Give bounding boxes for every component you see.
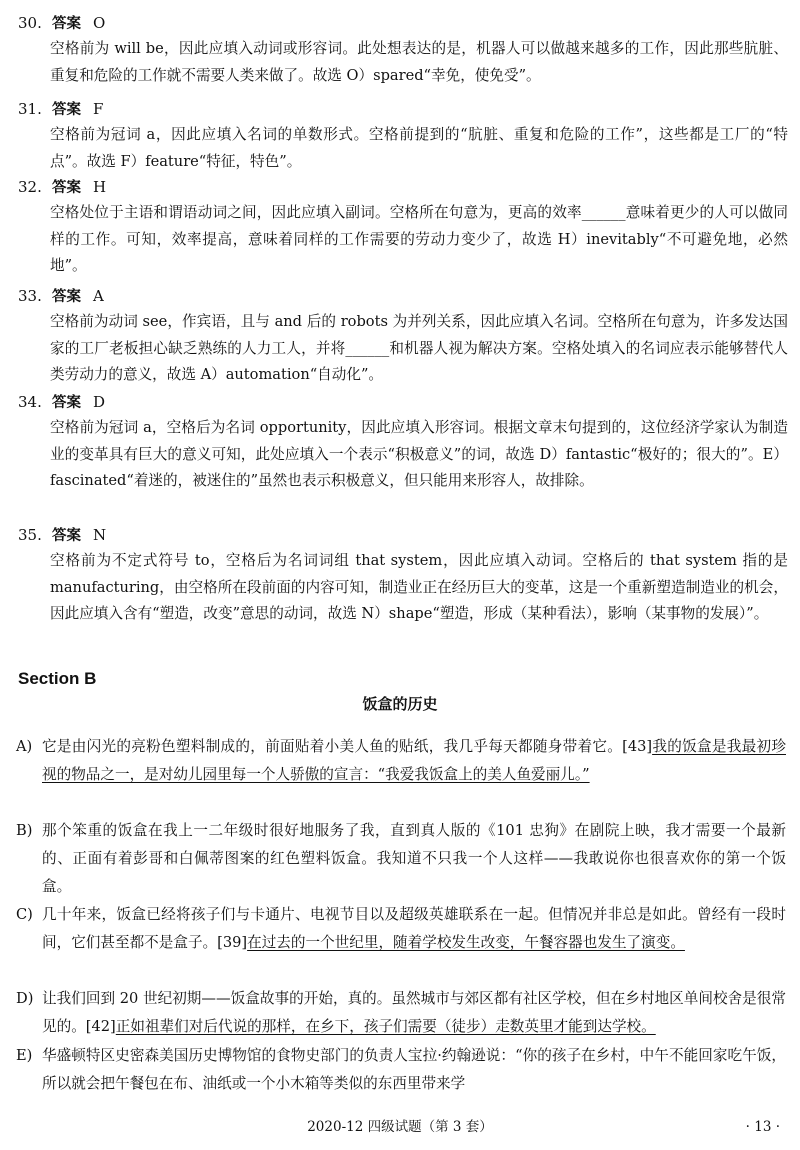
answer-explanation: 空格前为动词 see，作宾语，且与 and 后的 robots 为并列关系，因此应填入名词。空格所在句意为，许多发达国家的工厂老板担心缺乏熟练的人力工人，并将______和机器人视为解决方案。空格处填入的名词应表示能够替代人类劳动力的意义，故选 A）automation“自动化”。	[50, 313, 788, 383]
paragraph-pre-text: 华盛顿特区史密森美国历史博物馆的食物史部门的负责人宝拉·约翰逊说：“你的孩子在乡村，中午不能回家吃午饭，所以就会把午餐包在布、油纸或一个小木箱等类似的东西里带来学	[42, 1047, 786, 1092]
paragraph-label: C)	[16, 906, 33, 923]
underlined-sentence: 在过去的一个世纪里，随着学校发生改变，午餐容器也发生了演变。	[247, 934, 685, 951]
passage-paragraph-e	[16, 1042, 786, 1098]
paragraph-text	[42, 901, 786, 957]
answer-header	[18, 283, 788, 309]
paragraph-text	[42, 1042, 786, 1098]
paragraph-text	[42, 817, 786, 901]
underlined-sentence: 我的饭盒是我最初珍视的物品之一，是对幼儿园里每一个人骄傲的宣言：“我爱我饭盒上的美人鱼爱丽儿。”	[42, 738, 786, 783]
answer-item-34	[18, 389, 788, 495]
question-marker: [39]	[217, 934, 248, 951]
answer-number: 33.	[18, 287, 42, 305]
answer-explanation: 空格前为冠词 a，空格后为名词 opportunity，因此应填入形容词。根据文章末句提到的，这位经济学家认为制造业的变革具有巨大的意义可知，此处应填入一个表示“积极意义”的词，故选 D）fantastic“极好的；很大的”。E）fascinated“着迷的，被迷住的”虽然也表示积极意义，但只能用来形容人，故排除。	[50, 419, 788, 489]
paragraph-label: B)	[16, 822, 33, 839]
passage-paragraph-d	[16, 985, 786, 1041]
answer-key: A	[93, 287, 104, 305]
answer-key: N	[93, 526, 107, 544]
answer-key: F	[93, 100, 104, 118]
paragraph-pre-text: 那个笨重的饭盒在我上一二年级时很好地服务了我，直到真人版的《101 忠狗》在剧院上映，我才需要一个最新的、正面有着彭哥和白佩蒂图案的红色塑料饭盒。我知道不只我一个人这样——我敢说你也很喜欢你的第一个饭盒。	[42, 822, 786, 895]
answer-label: 答案	[52, 528, 81, 544]
answer-label: 答案	[52, 395, 81, 411]
answer-explanation: 空格前为不定式符号 to，空格后为名词词组 that system，因此应填入动词。空格后的 that system 指的是 manufacturing，由空格所在段前面的内容可知，制造业正在经历巨大的变革，这是一个重新塑造制造业的机会，因此应填入含有“塑造，改变”意思的动词，故选 N）shape“塑造，形成（某种看法），影响（某事物的发展）”。	[50, 552, 788, 622]
answer-header	[18, 174, 788, 200]
underlined-sentence: 正如祖辈们对后代说的那样，在乡下，孩子们需要（徒步）走数英里才能到达学校。	[115, 1018, 656, 1035]
paragraph-label: D)	[16, 990, 34, 1007]
answer-number: 34.	[18, 393, 42, 411]
answer-item-30	[18, 10, 788, 89]
passage-paragraph-b	[16, 817, 786, 901]
answer-label: 答案	[52, 180, 81, 196]
answer-key: H	[93, 178, 107, 196]
answer-explanation: 空格前为 will be，因此应填入动词或形容词。此处想表达的是，机器人可以做越来越多的工作，因此那些肮脏、重复和危险的工作就不需要人类来做了。故选 O）spared“幸免，使免受”。	[50, 40, 788, 84]
answer-number: 31.	[18, 100, 42, 118]
passage-paragraph-a	[16, 733, 786, 789]
answer-item-32	[18, 174, 788, 280]
answer-item-33	[18, 283, 788, 389]
paragraph-pre-text: 它是由闪光的亮粉色塑料制成的，前面贴着小美人鱼的贴纸，我几乎每天都随身带着它。	[42, 738, 623, 755]
answer-key: D	[93, 393, 106, 411]
section-heading: Section B	[18, 669, 97, 688]
answer-key: O	[93, 14, 106, 32]
answer-explanation: 空格前为冠词 a，因此应填入名词的单数形式。空格前提到的“肮脏、重复和危险的工作”，这些都是工厂的“特点”。故选 F）feature“特征，特色”。	[50, 126, 788, 170]
answer-item-31	[18, 96, 788, 175]
page-number: · 13 ·	[745, 1119, 780, 1135]
answer-label: 答案	[52, 16, 81, 32]
question-marker: [43]	[622, 738, 653, 755]
answer-number: 32.	[18, 178, 42, 196]
answer-number: 30.	[18, 14, 42, 32]
passage-paragraph-c	[16, 901, 786, 957]
paragraph-text	[42, 733, 786, 789]
answer-item-35	[18, 522, 788, 628]
passage-title: 饭盒的历史	[362, 695, 438, 713]
paragraph-pre-text: 让我们回到 20 世纪初期——饭盒故事的开始，真的。虽然城市与郊区都有社区学校，但在乡村地区单间校舍是很常见的。	[42, 990, 786, 1035]
answer-header	[18, 389, 788, 415]
answer-label: 答案	[52, 102, 81, 118]
paragraph-label: E)	[16, 1047, 33, 1064]
page-footer: 2020-12 四级试题（第 3 套）	[307, 1119, 493, 1135]
paragraph-label: A)	[16, 738, 33, 755]
question-marker: [42]	[85, 1018, 116, 1035]
answer-label: 答案	[52, 289, 81, 305]
answer-number: 35.	[18, 526, 42, 544]
paragraph-pre-text: 几十年来，饭盒已经将孩子们与卡通片、电视节目以及超级英雄联系在一起。但情况并非总是如此。曾经有一段时间，它们甚至都不是盒子。	[42, 906, 786, 951]
paragraph-text	[42, 985, 786, 1041]
answer-header	[18, 96, 788, 122]
answer-header	[18, 522, 788, 548]
answer-header	[18, 10, 788, 36]
answer-explanation: 空格处位于主语和谓语动词之间，因此应填入副词。空格所在句意为，更高的效率______意味着更少的人可以做同样的工作。可知，效率提高，意味着同样的工作需要的劳动力变少了，故选 H）inevitably“不可避免地，必然地”。	[50, 204, 788, 274]
